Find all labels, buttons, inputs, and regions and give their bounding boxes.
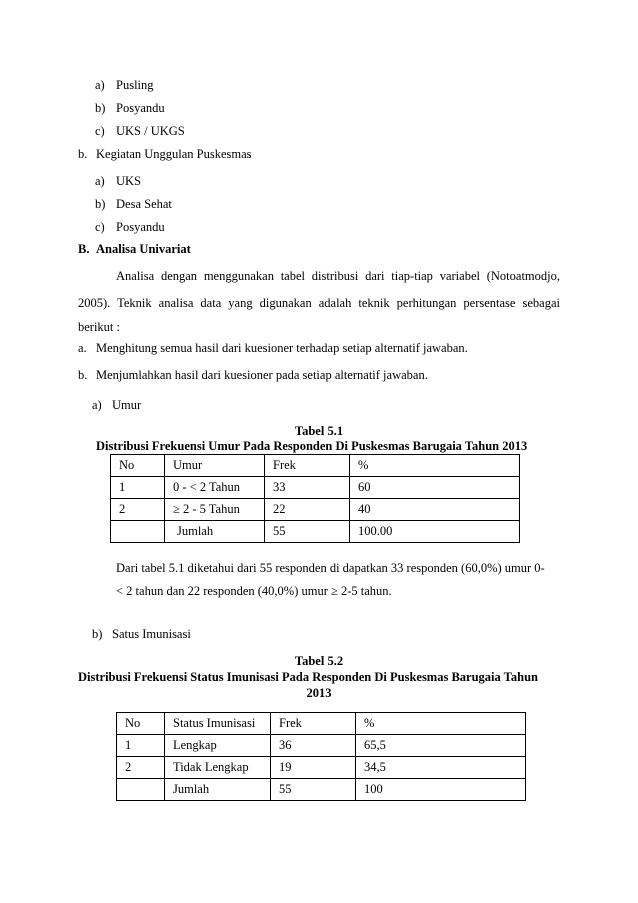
list-marker: b) <box>95 197 106 211</box>
subsection-title: Satus Imunisasi <box>112 627 191 641</box>
header-cell: % <box>350 455 520 477</box>
table-total-row <box>117 779 526 801</box>
heading-marker: B. <box>78 242 90 256</box>
table-cell: Lengkap <box>165 735 271 757</box>
step-text: Menjumlahkan hasil dari kuesioner pada setiap alternatif jawaban. <box>96 368 428 382</box>
list-item: Posyandu <box>116 220 165 234</box>
table-row <box>117 757 526 779</box>
step-text: Menghitung semua hasil dari kuesioner terhadap setiap alternatif jawaban. <box>96 341 468 355</box>
table-cell: 22 <box>265 499 350 521</box>
table-row <box>117 735 526 757</box>
step-marker: b. <box>78 368 88 382</box>
table-cell: 34,5 <box>356 757 526 779</box>
header-cell: Umur <box>165 455 265 477</box>
section-marker: b. <box>78 147 88 161</box>
header-cell: % <box>356 713 526 735</box>
table-cell: 65,5 <box>356 735 526 757</box>
list-marker: a) <box>95 174 105 188</box>
table-title: Tabel 5.2 <box>294 654 344 668</box>
table-row <box>111 499 520 521</box>
list-item: Desa Sehat <box>116 197 172 211</box>
table-cell: Jumlah <box>165 521 265 543</box>
table-cell: 1 <box>117 735 165 757</box>
table-row <box>111 477 520 499</box>
header-cell: No <box>111 455 165 477</box>
list-marker: b) <box>95 101 106 115</box>
table-caption: Distribusi Frekuensi Umur Pada Responden Di Puskesmas Barugaia Tahun 2013 <box>96 439 528 453</box>
table-cell: 2 <box>111 499 165 521</box>
table-header-row <box>117 713 526 735</box>
table-cell: 2 <box>117 757 165 779</box>
table-cell: 60 <box>350 477 520 499</box>
list-marker: c) <box>95 124 105 138</box>
subsection-marker: b) <box>92 627 103 641</box>
step-marker: a. <box>78 341 87 355</box>
list-item: Pusling <box>116 78 154 92</box>
table-cell <box>111 521 165 543</box>
table-title: Tabel 5.1 <box>294 424 344 438</box>
section-title: Kegiatan Unggulan Puskesmas <box>96 147 252 161</box>
subsection-marker: a) <box>92 398 102 412</box>
list-item: UKS / UKGS <box>116 124 185 138</box>
summary-line: Dari tabel 5.1 diketahui dari 55 responden di dapatkan 33 responden (60,0%) umur 0- <box>116 561 545 575</box>
table-cell: 100.00 <box>350 521 520 543</box>
table-cell: 0 - < 2 Tahun <box>165 477 265 499</box>
table-caption: 2013 <box>306 686 332 700</box>
table-cell: 40 <box>350 499 520 521</box>
table-header-row <box>111 455 520 477</box>
summary-line: < 2 tahun dan 22 responden (40,0%) umur ≥ 2-5 tahun. <box>116 584 392 598</box>
table-cell <box>117 779 165 801</box>
list-marker: c) <box>95 220 105 234</box>
header-cell: Status Imunisasi <box>165 713 271 735</box>
list-item: Posyandu <box>116 101 165 115</box>
imunisasi-table <box>116 712 526 801</box>
section-heading: Analisa Univariat <box>96 242 191 256</box>
header-cell: Frek <box>265 455 350 477</box>
table-caption: Distribusi Frekuensi Status Imunisasi Pada Responden Di Puskesmas Barugaia Tahun <box>78 670 538 684</box>
umur-table <box>110 454 520 543</box>
table-cell: 100 <box>356 779 526 801</box>
table-cell: 36 <box>271 735 356 757</box>
list-item: UKS <box>116 174 142 188</box>
table-cell: ≥ 2 - 5 Tahun <box>165 499 265 521</box>
header-cell: Frek <box>271 713 356 735</box>
table-cell: Tidak Lengkap <box>165 757 271 779</box>
table-cell: 33 <box>265 477 350 499</box>
header-cell: No <box>117 713 165 735</box>
table-cell: 55 <box>271 779 356 801</box>
table-cell: 55 <box>265 521 350 543</box>
paragraph-line: berikut : <box>78 320 121 334</box>
table-cell: 19 <box>271 757 356 779</box>
subsection-title: Umur <box>112 398 142 412</box>
table-cell: Jumlah <box>165 779 271 801</box>
paragraph-line: Analisa dengan menggunakan tabel distribusi dari tiap-tiap variabel (Notoatmodjo, <box>116 269 560 283</box>
table-cell: 1 <box>111 477 165 499</box>
paragraph-line: 2005). Teknik analisa data yang digunakan adalah teknik perhitungan persentase sebagai <box>78 296 560 310</box>
table-total-row <box>111 521 520 543</box>
list-marker: a) <box>95 78 105 92</box>
